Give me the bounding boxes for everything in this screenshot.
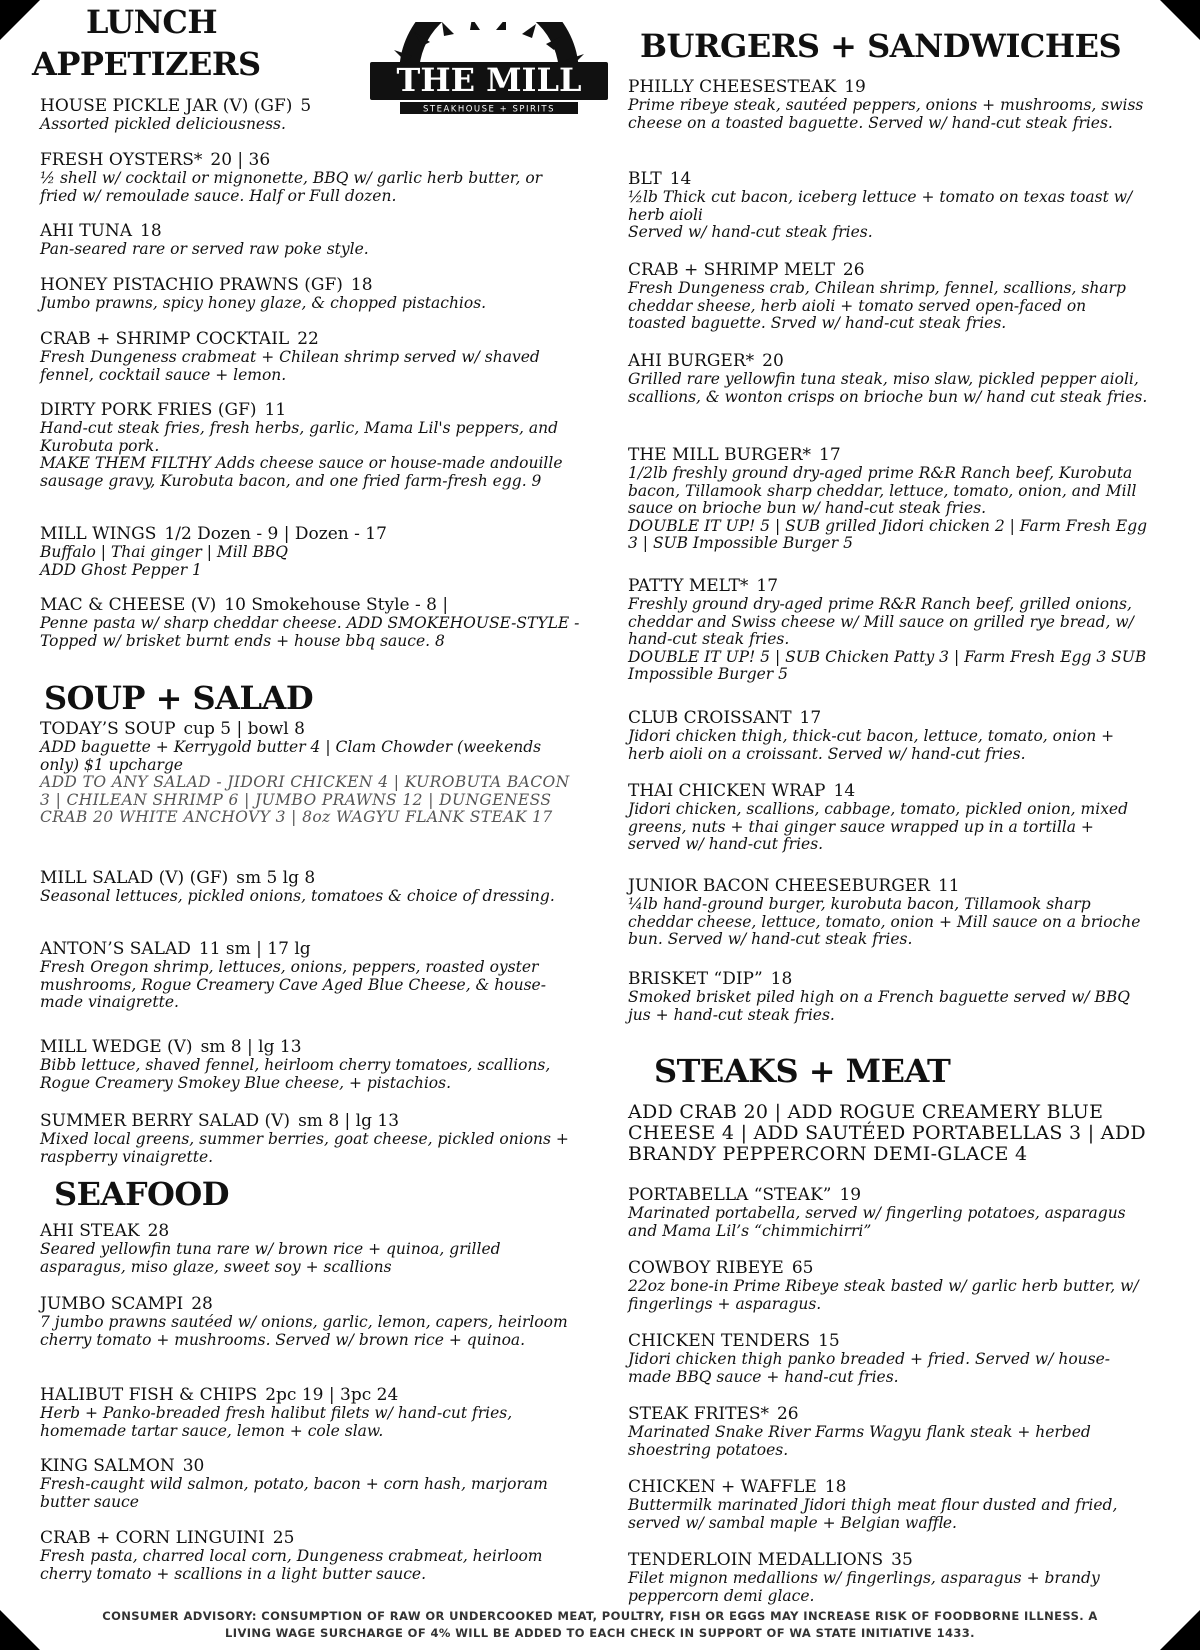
item-description: Fresh Oregon shrimp, lettuces, onions, peppers, roasted oyster mushrooms, Rogue Creamery Cave Aged Blue Cheese, & house-made vinaigrette.: [40, 958, 546, 1011]
menu-item: [40, 596, 580, 650]
item-description: Filet mignon medallions w/ fingerlings, asparagus + brandy peppercorn demi glace.: [628, 1569, 1100, 1605]
item-description: Freshly ground dry-aged prime R&R Ranch beef, grilled onions, cheddar and Swiss cheese w/ Mill sauce on grilled rye bread, w/ hand-cut steak fries.: [628, 595, 1134, 648]
menu-item: [628, 970, 1148, 1024]
item-description: Seared yellowfin tuna rare w/ brown rice + quinoa, grilled asparagus, miso glaze, sweet soy + scallions: [40, 1240, 501, 1276]
item-price: 1/2 Dozen - 9 | Dozen - 17: [164, 524, 387, 544]
menu-item: [628, 352, 1148, 406]
item-description: Fresh pasta, charred local corn, Dungeness crabmeat, heirloom cherry tomato + scallions in a light butter sauce.: [40, 1547, 543, 1583]
item-description: ¼lb hand-ground burger, kurobuta bacon, Tillamook sharp cheddar cheese, lettuce, tomato, onion + Mill sauce on a brioche bun. Served w/ hand-cut steak fries.: [628, 895, 1141, 948]
menu-item: [628, 577, 1148, 684]
item-name: COWBOY RIBEYE: [628, 1258, 784, 1278]
menu-item: [40, 940, 580, 1012]
logo-tagline: STEAKHOUSE + SPIRITS: [423, 104, 555, 115]
item-price: 2pc 19 | 3pc 24: [265, 1385, 399, 1405]
item-description: Buffalo | Thai ginger | Mill BBQ: [40, 543, 289, 561]
item-description: 7 jumbo prawns sautéed w/ onions, garlic, lemon, capers, heirloom cherry tomato + mushrooms. Served w/ brown rice + quinoa.: [40, 1313, 568, 1349]
menu-item: [628, 1405, 1148, 1459]
item-name: ANTON’S SALAD: [40, 939, 191, 959]
item-description: Jidori chicken thigh, thick-cut bacon, lettuce, tomato, onion + herb aioli on a croissant. Served w/ hand-cut fries.: [628, 727, 1115, 763]
item-name: SUMMER BERRY SALAD (V): [40, 1111, 291, 1131]
item-name: PATTY MELT*: [628, 576, 749, 596]
item-addon-note: Served w/ hand-cut steak fries.: [628, 223, 873, 241]
item-name: JUNIOR BACON CHEESEBURGER: [628, 876, 930, 896]
item-price: 15: [818, 1331, 840, 1351]
item-name: PHILLY CHEESESTEAK: [628, 77, 837, 97]
menu-item: [40, 1386, 580, 1440]
item-description: 1/2lb freshly ground dry-aged prime R&R Ranch beef, Kurobuta bacon, Tillamook sharp cheddar, lettuce, tomato, onion, and Mill sauce on brioche bun w/ hand-cut steak fries.: [628, 464, 1137, 517]
item-name: DIRTY PORK FRIES (GF): [40, 400, 257, 420]
menu-item: [40, 401, 580, 490]
item-price: 20 | 36: [210, 150, 271, 170]
item-price: 18: [140, 221, 162, 241]
item-addon-note: ADD Ghost Pepper 1: [40, 560, 202, 579]
item-price: 17: [819, 445, 841, 465]
item-price: 19: [839, 1185, 862, 1205]
item-description: Marinated portabella, served w/ fingerling potatoes, asparagus and Mama Lil’s “chimmichirri”: [628, 1204, 1126, 1240]
item-description: ½ shell w/ cocktail or mignonette, BBQ w/ garlic herb butter, or fried w/ remoulade sauce. Half or Full dozen.: [40, 169, 543, 205]
item-name: CLUB CROISSANT: [628, 708, 792, 728]
item-description: Prime ribeye steak, sautéed peppers, onions + mushrooms, swiss cheese on a toasted baguette. Served w/ hand-cut steak fries.: [628, 96, 1144, 132]
item-name: FRESH OYSTERS*: [40, 150, 203, 170]
item-name: CRAB + CORN LINGUINI: [40, 1528, 265, 1548]
menu-item: [40, 1112, 580, 1166]
item-price: sm 5 lg 8: [236, 868, 316, 888]
item-name: HONEY PISTACHIO PRAWNS (GF): [40, 275, 343, 295]
item-price: 11: [264, 400, 287, 420]
item-name: CHICKEN TENDERS: [628, 1331, 811, 1351]
item-name: PORTABELLA “STEAK”: [628, 1185, 832, 1205]
item-name: CHICKEN + WAFFLE: [628, 1477, 817, 1497]
item-name: KING SALMON: [40, 1456, 175, 1476]
item-price: sm 8 | lg 13: [200, 1037, 302, 1057]
menu-item: [628, 1551, 1148, 1605]
corner-decoration: [0, 0, 40, 40]
section-title-steaks-meat: STEAKS + MEAT: [654, 1052, 951, 1090]
item-price: 5: [300, 96, 312, 116]
item-name: TENDERLOIN MEDALLIONS: [628, 1550, 884, 1570]
item-price: 28: [191, 1294, 213, 1314]
item-name: AHI BURGER*: [628, 351, 755, 371]
item-name: MILL WINGS: [40, 524, 157, 544]
item-name: CRAB + SHRIMP MELT: [628, 260, 835, 280]
item-price: 14: [833, 781, 856, 801]
item-name: BLT: [628, 169, 662, 189]
menu-item: [40, 1457, 580, 1511]
item-description: Mixed local greens, summer berries, goat cheese, pickled onions + raspberry vinaigrette.: [40, 1130, 569, 1166]
item-price: 20: [762, 351, 784, 371]
menu-item: [40, 525, 580, 579]
item-price: 10 Smokehouse Style - 8 |: [224, 595, 449, 615]
item-description: Jidori chicken, scallions, cabbage, tomato, pickled onion, mixed greens, nuts + thai ginger sauce wrapped up in a tortilla + served w/ hand-cut fries.: [628, 800, 1129, 853]
item-name: TODAY’S SOUP: [40, 719, 176, 739]
item-price: 22: [297, 329, 319, 349]
item-description: Jidori chicken thigh panko breaded + fried. Served w/ house-made BBQ sauce + hand-cut fries.: [628, 1350, 1111, 1386]
item-description: Jumbo prawns, spicy honey glaze, & chopped pistachios.: [40, 294, 487, 312]
item-name: BRISKET “DIP”: [628, 969, 763, 989]
menu-item: [628, 170, 1148, 242]
menu-item: [40, 869, 580, 906]
item-name: MAC & CHEESE (V): [40, 595, 217, 615]
item-price: cup 5 | bowl 8: [183, 719, 305, 739]
item-price: 26: [776, 1404, 799, 1424]
item-price: 28: [147, 1221, 170, 1241]
item-description: Pan-seared rare or served raw poke style.: [40, 240, 369, 258]
section-title-appetizers: APPETIZERS: [32, 45, 261, 83]
footer-line: CONSUMER ADVISORY: CONSUMPTION OF RAW OR UNDERCOOKED MEAT, POULTRY, FISH OR EGGS MAY INCREASE RISK OF FOODBORNE ILLNESS. A: [102, 1609, 1098, 1623]
item-name: CRAB + SHRIMP COCKTAIL: [40, 329, 290, 349]
item-description: Penne pasta w/ sharp cheddar cheese. ADD SMOKEHOUSE-STYLE - Topped w/ brisket burnt ends + house bbq sauce. 8: [40, 614, 580, 650]
item-name: AHI TUNA: [40, 221, 133, 241]
item-description: Grilled rare yellowfin tuna steak, miso slaw, pickled pepper aioli, scallions, & wonton crisps on brioche bun w/ hand cut steak fries.: [628, 370, 1148, 406]
consumer-advisory-footer: [40, 1608, 1160, 1642]
menu-item: [40, 1295, 580, 1349]
menu-item: [628, 78, 1148, 132]
menu-item: [628, 1186, 1148, 1240]
item-price: 17: [756, 576, 779, 596]
item-description: ½lb Thick cut bacon, iceberg lettuce + tomato on texas toast w/ herb aioli: [628, 188, 1133, 224]
footer-line: LIVING WAGE SURCHARGE OF 4% WILL BE ADDED TO EACH CHECK IN SUPPORT OF WA STATE INITIATIVE 1433.: [225, 1626, 975, 1640]
item-name: JUMBO SCAMPI: [40, 1294, 184, 1314]
menu-item: [40, 1529, 580, 1583]
item-description: Assorted pickled deliciousness.: [40, 115, 286, 133]
item-description: Fresh-caught wild salmon, potato, bacon + corn hash, marjoram butter sauce: [40, 1475, 548, 1511]
menu-item: [628, 446, 1148, 553]
item-description: Smoked brisket piled high on a French baguette served w/ BBQ jus + hand-cut steak fries.: [628, 988, 1130, 1024]
item-name: MILL SALAD (V) (GF): [40, 868, 229, 888]
section-title-seafood: SEAFOOD: [54, 1175, 230, 1213]
item-description: Fresh Dungeness crab, Chilean shrimp, fennel, scallions, sharp cheddar sheese, herb aioli + tomato served open-faced on toasted baguette. Srved w/ hand-cut steak fries.: [628, 279, 1126, 332]
item-description: Marinated Snake River Farms Wagyu flank steak + herbed shoestring potatoes.: [628, 1423, 1091, 1459]
item-name: HALIBUT FISH & CHIPS: [40, 1385, 258, 1405]
item-description: Bibb lettuce, shaved fennel, heirloom cherry tomatoes, scallions, Rogue Creamery Smokey Blue cheese, + pistachios.: [40, 1056, 551, 1092]
item-price: 11 sm | 17 lg: [198, 939, 311, 959]
item-price: 25: [272, 1528, 295, 1548]
steak-addons-text: ADD CRAB 20 | ADD ROGUE CREAMERY BLUE CHEESE 4 | ADD SAUTÉED PORTABELLAS 3 | ADD BRANDY PEPPERCORN DEMI-GLACE 4: [628, 1101, 1146, 1165]
item-price: 19: [844, 77, 866, 97]
item-price: 26: [842, 260, 865, 280]
item-name: HOUSE PICKLE JAR (V) (GF): [40, 96, 293, 116]
section-title-soup-salad: SOUP + SALAD: [44, 679, 314, 717]
item-price: 35: [891, 1550, 913, 1570]
item-price: 65: [791, 1258, 814, 1278]
logo-text: THE MILL: [396, 61, 582, 99]
item-price: 18: [770, 969, 793, 989]
item-description: Hand-cut steak fries, fresh herbs, garlic, Mama Lil's peppers, and Kurobuta pork.: [40, 419, 559, 455]
menu-item: [628, 1332, 1148, 1386]
item-price: 14: [669, 169, 692, 189]
item-addon-note: DOUBLE IT UP! 5 | SUB Chicken Patty 3 | Farm Fresh Egg 3 SUB Impossible Burger 5: [628, 647, 1147, 683]
item-price: sm 8 | lg 13: [298, 1111, 400, 1131]
item-name: THE MILL BURGER*: [628, 445, 811, 465]
item-description: ADD baguette + Kerrygold butter 4 | Clam Chowder (weekends only) $1 upcharge: [40, 738, 542, 774]
item-description: Herb + Panko-breaded fresh halibut filets w/ hand-cut fries, homemade tartar sauce, lemon + cole slaw.: [40, 1404, 513, 1440]
section-title-lunch: LUNCH: [86, 3, 218, 41]
menu-item: [40, 97, 580, 134]
item-price: 17: [799, 708, 822, 728]
corner-decoration: [1160, 1610, 1200, 1650]
menu-item: [628, 782, 1148, 854]
steak-addons: [628, 1102, 1148, 1165]
item-price: 18: [824, 1477, 847, 1497]
item-addon-note: MAKE THEM FILTHY Adds cheese sauce or house-made andouille sausage gravy, Kurobuta bacon, and one fried farm-fresh egg. 9: [40, 454, 563, 490]
item-name: STEAK FRITES*: [628, 1404, 769, 1424]
section-title-burgers-sandwiches: BURGERS + SANDWICHES: [640, 27, 1122, 65]
item-price: 11: [937, 876, 960, 896]
item-description: 22oz bone-in Prime Ribeye steak basted w/ garlic herb butter, w/ fingerlings + asparagus.: [628, 1277, 1139, 1313]
salad-addons-note: ADD TO ANY SALAD - JIDORI CHICKEN 4 | KUROBUTA BACON 3 | CHILEAN SHRIMP 6 | JUMBO PRAWNS 12 | DUNGENESS CRAB 20 WHITE ANCHOVY 3 | 8oz WAGYU FLANK STEAK 17: [40, 773, 570, 826]
menu-item: [628, 261, 1148, 333]
item-price: 18: [350, 275, 373, 295]
item-description: Fresh Dungeness crabmeat + Chilean shrimp served w/ shaved fennel, cocktail sauce + lemon.: [40, 348, 540, 384]
corner-decoration: [1160, 0, 1200, 40]
item-name: AHI STEAK: [40, 1221, 140, 1241]
menu-item: [40, 1222, 580, 1276]
item-addon-note: DOUBLE IT UP! 5 | SUB grilled Jidori chicken 2 | Farm Fresh Egg 3 | SUB Impossible Burger 5: [628, 516, 1148, 552]
menu-item: [40, 276, 580, 313]
menu-item: [40, 330, 580, 384]
menu-item: [40, 222, 580, 259]
menu-item: [628, 1259, 1148, 1313]
menu-item: [628, 709, 1148, 763]
menu-item: [628, 877, 1148, 949]
menu-item: [628, 1478, 1148, 1532]
item-name: THAI CHICKEN WRAP: [628, 781, 826, 801]
item-price: 30: [182, 1456, 205, 1476]
corner-decoration: [0, 1610, 40, 1650]
menu-item: [40, 151, 580, 205]
menu-item: [40, 720, 580, 827]
item-name: MILL WEDGE (V): [40, 1037, 193, 1057]
menu-item: [40, 1038, 580, 1092]
item-description: Buttermilk marinated Jidori thigh meat flour dusted and fried, served w/ sambal maple + Belgian waffle.: [628, 1496, 1118, 1532]
item-description: Seasonal lettuces, pickled onions, tomatoes & choice of dressing.: [40, 887, 555, 905]
